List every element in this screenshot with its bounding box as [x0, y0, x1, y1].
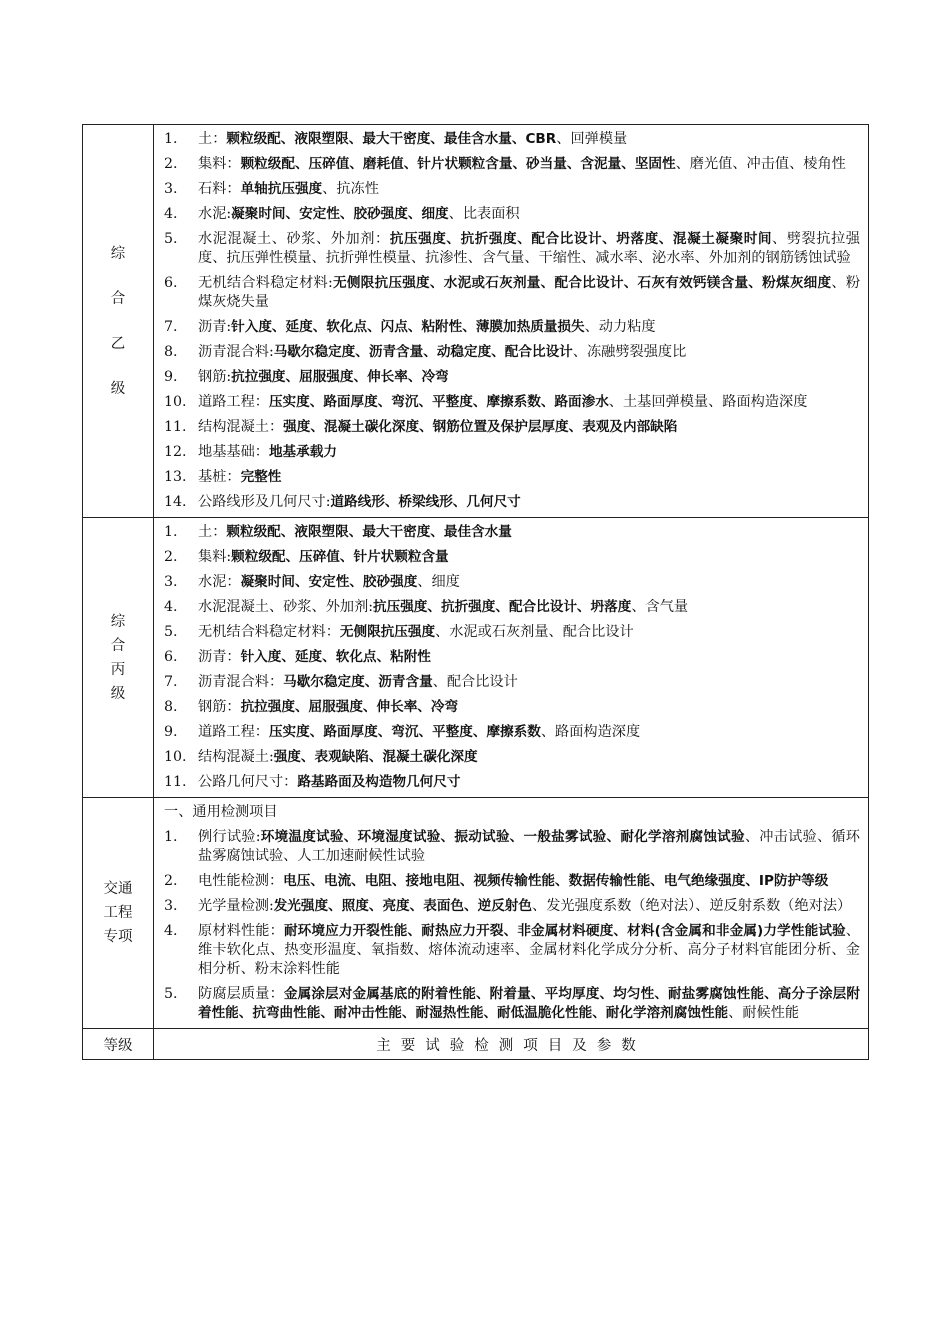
item-text	[198, 698, 860, 717]
item-text	[198, 548, 860, 567]
item-key-params: 完整性	[240, 469, 282, 485]
list-item	[162, 825, 860, 869]
item-number: 8.	[164, 344, 178, 360]
item-number: 12.	[164, 444, 187, 460]
item-other-params: 、水泥或石灰剂量、配合比设计	[435, 624, 634, 640]
item-label: 沥青：	[198, 649, 241, 665]
list-item	[162, 720, 860, 745]
item-key-params: 凝聚时间、安定性、胶砂强度	[240, 574, 418, 590]
item-label: 电性能检测：	[198, 873, 284, 889]
item-label: 基桩：	[198, 469, 241, 485]
item-key-params: 抗拉强度、屈服强度、伸长率、冷弯	[240, 699, 459, 715]
item-text	[198, 623, 860, 642]
list-item	[162, 595, 860, 620]
item-text	[198, 343, 860, 362]
grade-char: 合	[110, 637, 126, 654]
item-other-params: 、细度	[417, 574, 460, 590]
grade-char: 专项	[103, 929, 133, 945]
list-item	[162, 919, 860, 982]
grade-char: 综	[110, 245, 126, 262]
item-key-params: 颗粒级配、压碎值、磨耗值、针片状颗粒含量、砂当量、含泥量、坚固性	[240, 156, 676, 172]
item-number: 7.	[164, 674, 178, 690]
item-key-params: 金属涂层对金属基底的附着性能、附着量、平均厚度、均匀性、耐盐雾腐蚀性能、高分子涂层附着性能、抗弯曲性能、耐冲击性能、耐湿热性能、耐低温脆化性能、耐化学溶剂腐蚀性能	[198, 986, 860, 1021]
item-other-params: 、粉煤灰烧失量	[198, 275, 861, 310]
item-label: 水泥混凝土、砂浆、外加剂：	[198, 231, 390, 247]
item-label: 例行试验:	[198, 829, 261, 845]
item-label: 道路工程：	[198, 394, 269, 410]
item-other-params: 、抗冻性	[322, 181, 379, 197]
item-key-params: 颗粒级配、液限塑限、最大干密度、最佳含水量	[226, 524, 512, 540]
item-number: 4.	[164, 599, 178, 615]
item-number: 8.	[164, 699, 178, 715]
list-item	[162, 894, 860, 919]
item-other-params: 、动力粘度	[584, 319, 656, 335]
item-number: 4.	[164, 923, 178, 939]
item-number: 1.	[164, 524, 178, 540]
item-label: 水泥:	[198, 206, 232, 222]
grade-char: 综	[110, 613, 126, 630]
item-number: 3.	[164, 181, 178, 197]
item-other-params: 、路面构造深度	[540, 724, 641, 740]
grade-header: 等级	[83, 1029, 154, 1060]
item-other-params: 、比表面积	[448, 206, 520, 222]
item-text	[198, 598, 860, 617]
items-cell	[154, 798, 869, 1029]
item-key-params: 道路线形、桥梁线形、几何尺寸	[330, 494, 521, 510]
item-text	[198, 418, 860, 437]
item-text	[198, 468, 860, 487]
item-label: 无机结合料稳定材料：	[198, 624, 340, 640]
item-label: 集料:	[198, 549, 232, 565]
item-key-params: 强度、混凝土碳化深度、钢筋位置及保护层厚度、表观及内部缺陷	[283, 419, 678, 435]
item-label: 防腐层质量：	[198, 986, 284, 1002]
item-label: 水泥混凝土、砂浆、外加剂:	[198, 599, 374, 615]
list-item	[162, 152, 860, 177]
list-item	[162, 770, 860, 795]
list-item	[162, 490, 860, 515]
header-row	[83, 1029, 869, 1060]
item-text	[198, 318, 860, 337]
item-text	[198, 748, 860, 767]
item-key-params: 压实度、路面厚度、弯沉、平整度、摩擦系数、路面渗水	[268, 394, 609, 410]
item-number: 10.	[164, 749, 187, 765]
item-number: 7.	[164, 319, 178, 335]
item-key-params: 单轴抗压强度	[240, 181, 323, 197]
item-label: 光学量检测:	[198, 898, 274, 914]
grade-cell	[83, 518, 154, 798]
section-heading: 一、通用检测项目	[164, 804, 278, 820]
item-label: 钢筋：	[198, 699, 241, 715]
item-number: 11.	[164, 419, 187, 435]
item-key-params: 无侧限抗压强度	[339, 624, 436, 640]
item-text	[198, 130, 860, 149]
item-label: 土：	[198, 524, 227, 540]
item-other-params: 、含气量	[631, 599, 689, 615]
list-item	[162, 465, 860, 490]
list-item	[162, 545, 860, 570]
list-item	[162, 645, 860, 670]
item-text	[198, 673, 860, 692]
item-text	[198, 368, 860, 387]
item-text	[198, 180, 860, 199]
list-item	[162, 177, 860, 202]
item-key-params: 针入度、延度、软化点、闪点、粘附性、薄膜加热质量损失	[231, 319, 585, 335]
item-key-params: 压实度、路面厚度、弯沉、平整度、摩擦系数	[268, 724, 541, 740]
qualification-table	[82, 124, 869, 1060]
item-number: 10.	[164, 394, 187, 410]
list-item	[162, 390, 860, 415]
item-label: 原材料性能：	[198, 923, 284, 939]
item-text	[198, 723, 860, 742]
item-label: 公路几何尺寸：	[198, 774, 298, 790]
item-key-params: 针入度、延度、软化点、粘附性	[240, 649, 431, 665]
item-text	[198, 523, 860, 542]
list-item	[162, 869, 860, 894]
item-key-params: 抗压强度、抗折强度、配合比设计、坍落度	[373, 599, 632, 615]
section-row	[83, 798, 869, 1029]
grade-char: 丙	[110, 661, 126, 678]
list-item	[162, 440, 860, 465]
item-key-params: 抗拉强度、屈服强度、伸长率、冷弯	[231, 369, 449, 385]
item-other-params: 、配合比设计	[432, 674, 518, 690]
item-number: 6.	[164, 649, 178, 665]
item-key-params: 强度、表观缺陷、混凝土碳化深度	[273, 749, 478, 765]
item-label: 土：	[198, 131, 227, 147]
item-text	[198, 773, 860, 792]
grade-char: 级	[110, 685, 126, 702]
item-label: 沥青:	[198, 319, 232, 335]
params-header: 主要试验检测项目及参数	[154, 1029, 869, 1060]
item-text	[198, 205, 860, 224]
item-number: 5.	[164, 231, 178, 247]
list-item	[162, 982, 860, 1026]
item-other-params: 、冻融劈裂强度比	[572, 344, 687, 360]
item-text	[198, 573, 860, 592]
item-key-params: 发光强度、照度、亮度、表面色、逆反射色	[273, 898, 532, 914]
list-item	[162, 670, 860, 695]
item-label: 集料：	[198, 156, 241, 172]
list-item	[162, 745, 860, 770]
grade-cell	[83, 125, 154, 518]
item-text	[198, 872, 860, 891]
item-number: 5.	[164, 986, 178, 1002]
item-number: 6.	[164, 275, 178, 291]
item-other-params: 、回弹模量	[556, 131, 628, 147]
grade-char: 级	[110, 380, 126, 397]
item-key-params: 颗粒级配、液限塑限、最大干密度、最佳含水量、CBR	[226, 131, 557, 147]
item-text	[198, 648, 860, 667]
item-text	[198, 230, 860, 268]
item-text	[198, 897, 860, 916]
grade-char: 合	[110, 290, 126, 307]
item-label: 无机结合料稳定材料:	[198, 275, 333, 291]
list-item	[162, 365, 860, 390]
item-text	[198, 393, 860, 412]
item-number: 9.	[164, 369, 178, 385]
item-label: 水泥：	[198, 574, 241, 590]
item-label: 沥青混合料：	[198, 674, 284, 690]
item-text	[198, 922, 860, 979]
item-label: 道路工程：	[198, 724, 269, 740]
item-key-params: 路基路面及构造物几何尺寸	[297, 774, 461, 790]
list-item	[162, 127, 860, 152]
item-text	[198, 155, 860, 174]
item-text	[198, 493, 860, 512]
item-key-params: 耐环境应力开裂性能、耐热应力开裂、非金属材料硬度、材料(含金属和非金属)力学性能试验	[283, 923, 846, 939]
item-key-params: 凝聚时间、安定性、胶砂强度、细度	[231, 206, 449, 222]
item-label: 结构混凝土:	[198, 749, 274, 765]
grade-char: 乙	[110, 335, 126, 352]
item-label: 沥青混合料:	[198, 344, 274, 360]
item-other-params: 、耐候性能	[728, 1005, 800, 1021]
item-other-params: 、冲击试验、循环盐雾腐蚀试验、人工加速耐候性试验	[198, 829, 860, 864]
item-number: 2.	[164, 156, 178, 172]
item-other-params: 、发光强度系数（绝对法）、逆反射系数（绝对法）	[532, 898, 852, 914]
list-item	[162, 227, 860, 271]
list-item	[162, 520, 860, 545]
list-item	[162, 315, 860, 340]
item-key-params: 无侧限抗压强度、水泥或石灰剂量、配合比设计、石灰有效钙镁含量、粉煤灰细度	[332, 275, 832, 291]
item-key-params: 抗压强度、抗折强度、配合比设计、坍落度、混凝土凝聚时间	[389, 231, 773, 247]
item-number: 9.	[164, 724, 178, 740]
item-text	[198, 274, 860, 312]
list-item	[162, 340, 860, 365]
item-label: 地基基础：	[198, 444, 269, 460]
section-row	[83, 518, 869, 798]
list-item	[162, 695, 860, 720]
item-number: 11.	[164, 774, 187, 790]
grade-char: 工程	[103, 905, 133, 921]
item-key-params: 颗粒级配、压碎值、针片状颗粒含量	[231, 549, 449, 565]
item-number: 1.	[164, 829, 178, 845]
item-number: 3.	[164, 574, 178, 590]
item-key-params: 马歇尔稳定度、沥青含量、动稳定度、配合比设计	[273, 344, 573, 360]
item-text	[198, 828, 860, 866]
item-text	[198, 985, 860, 1023]
item-key-params: 环境温度试验、环境湿度试验、振动试验、一般盐雾试验、耐化学溶剂腐蚀试验	[260, 829, 745, 845]
list-item	[162, 271, 860, 315]
item-number: 13.	[164, 469, 187, 485]
item-key-params: 电压、电流、电阻、接地电阻、视频传输性能、数据传输性能、电气绝缘强度、IP防护等级	[283, 873, 829, 889]
section-row	[83, 125, 869, 518]
item-number: 2.	[164, 873, 178, 889]
item-number: 4.	[164, 206, 178, 222]
item-label: 石料：	[198, 181, 241, 197]
item-key-params: 马歇尔稳定度、沥青含量	[283, 674, 433, 690]
item-label: 结构混凝土：	[198, 419, 284, 435]
grade-cell	[83, 798, 154, 1029]
list-item	[162, 415, 860, 440]
item-number: 1.	[164, 131, 178, 147]
item-number: 3.	[164, 898, 178, 914]
items-cell	[154, 518, 869, 798]
items-cell	[154, 125, 869, 518]
item-number: 5.	[164, 624, 178, 640]
list-item	[162, 570, 860, 595]
item-number: 14.	[164, 494, 187, 510]
list-item	[162, 620, 860, 645]
item-label: 钢筋:	[198, 369, 232, 385]
item-other-params: 、劈裂抗拉强度、抗压弹性模量、抗折弹性模量、抗渗性、含气量、干缩性、减水率、泌水率、外加剂的钢筋锈蚀试验	[198, 231, 860, 266]
item-key-params: 地基承载力	[268, 444, 337, 460]
list-item	[162, 202, 860, 227]
item-other-params: 、维卡软化点、热变形温度、氧指数、熔体流动速率、金属材料化学成分分析、高分子材料官能团分析、金相分析、粉末涂料性能	[198, 923, 860, 977]
item-text	[198, 443, 860, 462]
item-number: 2.	[164, 549, 178, 565]
item-other-params: 、土基回弹模量、路面构造深度	[608, 394, 808, 410]
grade-char: 交通	[103, 881, 133, 897]
item-other-params: 、磨光值、冲击值、棱角性	[675, 156, 846, 172]
item-label: 公路线形及几何尺寸:	[198, 494, 331, 510]
